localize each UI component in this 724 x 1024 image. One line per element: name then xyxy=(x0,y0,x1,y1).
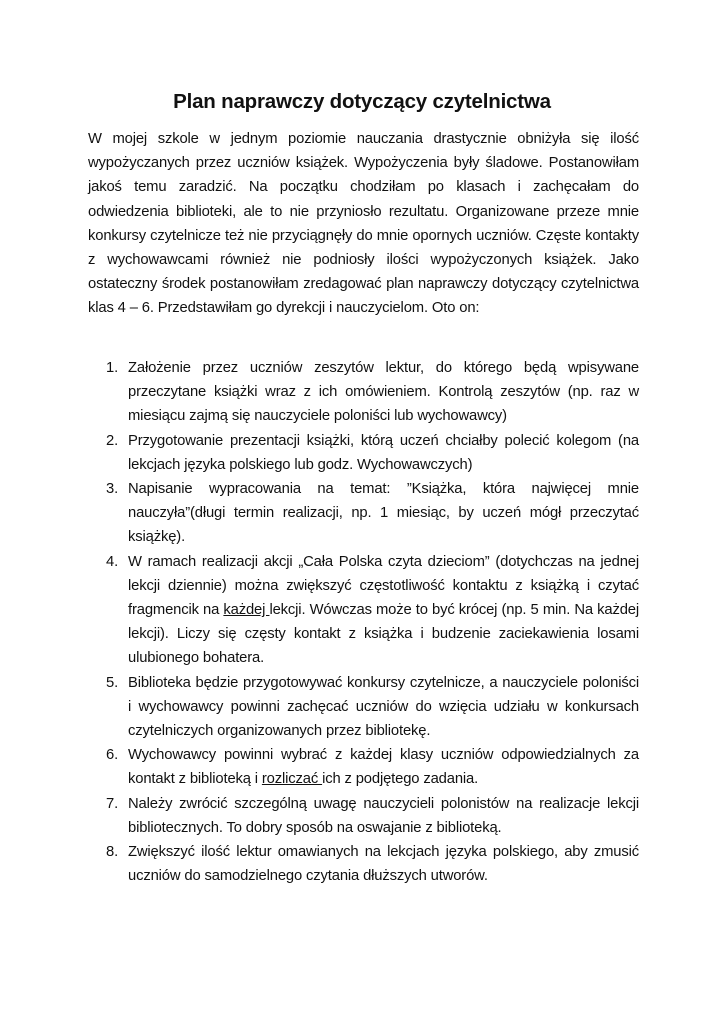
list-item xyxy=(88,477,639,550)
list-item-number: 1. xyxy=(106,360,119,376)
list-item-text-continued: ich z podjętego zadania. xyxy=(322,771,479,788)
list-item-number: 3. xyxy=(106,481,119,498)
list-item-number: 4. xyxy=(106,553,119,570)
list-item xyxy=(88,550,639,671)
list-item-text: Należy zwrócić szczególną uwagę nauczycieli polonistów na realizacje lekcji bibliotecznych. To dobry sposób na oswajanie z biblioteką. xyxy=(128,795,639,836)
list-item-number: 8. xyxy=(106,844,119,861)
list-item xyxy=(88,743,639,791)
list-item-text: Założenie przez uczniów zeszytów lektur, do którego będą wpisywane przeczytane książki wraz z ich omówieniem. Kontrolą zeszytów (np. raz w miesiącu zajmą się nauczyciele poloniści lub wychowawcy) xyxy=(128,360,639,425)
list-item-number: 7. xyxy=(106,795,119,812)
list-item-number: 6. xyxy=(106,747,119,764)
underlined-word: każdej xyxy=(223,602,270,619)
plan-list xyxy=(88,356,639,888)
list-item-text: Biblioteka będzie przygotowywać konkursy czytelnicze, a nauczyciele poloniści i wychowawcy powinni zachęcać uczniów do wzięcia udziału w konkursach czytelniczych organizowanych przez bibliotekę. xyxy=(128,674,639,740)
list-item-text: Przygotowanie prezentacji książki, którą uczeń chciałby polecić kolegom (na lekcjach języka polskiego lub godz. Wychowawczych) xyxy=(128,432,639,473)
list-item xyxy=(88,792,639,840)
list-item-text: Napisanie wypracowania na temat: ”Książka, która najwięcej mnie nauczyła”(długi termin realizacji, np. 1 miesiąc, by uczeń mógł przeczytać książkę). xyxy=(128,481,639,546)
list-item-text: W ramach realizacji akcji „Cała Polska czyta dzieciom” (dotychczas na jednej lekcji dziennie) można zwiększyć częstotliwość kontaktu z książką i czytać fragmencik na xyxy=(128,553,639,619)
list-item-text: Zwiększyć ilość lektur omawianych na lekcjach języka polskiego, aby zmusić uczniów do samodzielnego czytania dłuższych utworów. xyxy=(128,844,639,885)
list-item xyxy=(88,356,639,429)
document-title: Plan naprawczy dotyczący czytelnictwa xyxy=(173,90,551,113)
list-item xyxy=(88,840,639,888)
list-item xyxy=(88,671,639,744)
underlined-word: rozliczać xyxy=(261,771,323,788)
list-item-number: 2. xyxy=(106,432,119,449)
list-item-number: 5. xyxy=(106,674,119,691)
intro-paragraph: W mojej szkole w jednym poziomie nauczania drastycznie obniżyła się ilość wypożyczanych przez uczniów książek. Wypożyczenia były śladowe. Postanowiłam jakoś temu zaradzić. Na początku chodziłam po klasach i zachęcałam do odwiedzenia biblioteki, ale to nie przyniosło rezultatu. Organizowane przeze mnie konkursy czytelnicze też nie przyciągnęły do mnie opornych uczniów. Częste kontakty z wychowawcami również nie podniosły ilości wypożyczonych książek. Jako ostateczny środek postanowiłam zredagować plan naprawczy dotyczący czytelnictwa klas 4 – 6. Przedstawiłam go dyrekcji i nauczycielom. Oto on: xyxy=(88,131,639,317)
list-item xyxy=(88,429,639,477)
list-item-text-continued: lekcji. Wówczas może to być krócej (np. 5 min. Na każdej lekcji). Liczy się częsty kontakt z książka i budzenie zaciekawienia losami ulubionego bohatera. xyxy=(128,602,640,667)
list-item-text: Wychowawcy powinni wybrać z każdej klasy uczniów odpowiedzialnych za kontakt z biblioteką i xyxy=(128,747,639,788)
